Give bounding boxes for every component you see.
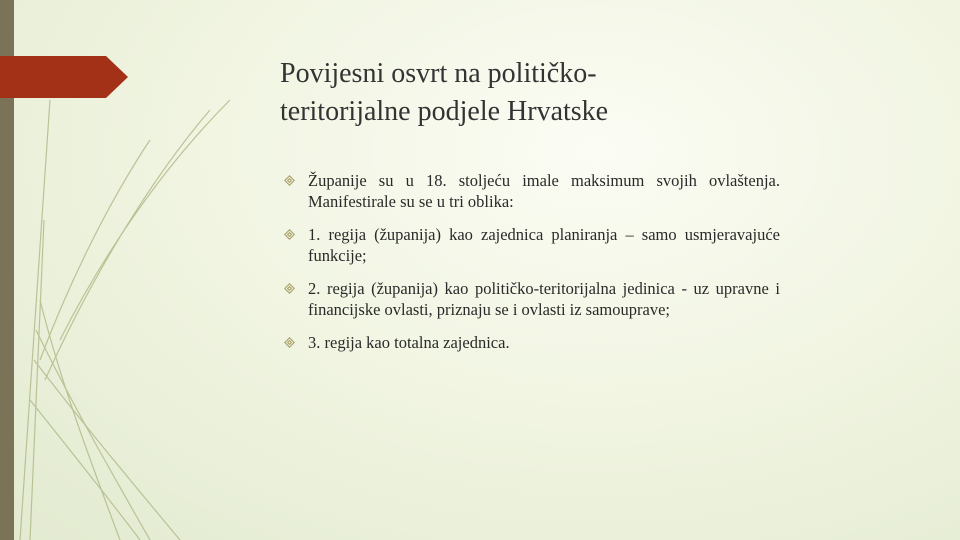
slide-title	[280, 55, 800, 131]
bullet-text: 3. regija kao totalna zajednica.	[308, 333, 510, 352]
diamond-outline-icon	[284, 283, 295, 294]
title-accent-tab	[0, 56, 128, 98]
diamond-outline-icon	[284, 175, 295, 186]
bullet-item-3	[284, 278, 780, 320]
diamond-outline-icon	[284, 229, 295, 240]
bullet-text: 1. regija (županija) kao zajednica planiranja – samo usmjeravajuće funkcije;	[308, 225, 780, 265]
bullet-item-2	[284, 224, 780, 266]
bullet-list	[284, 170, 780, 365]
title-line-2: teritorijalne podjele Hrvatske	[280, 96, 609, 127]
bullet-text: Županije su u 18. stoljeću imale maksimum svojih ovlaštenja. Manifestirale su se u tri oblika:	[308, 171, 780, 211]
bullet-item-4	[284, 332, 780, 353]
bullet-text: 2. regija (županija) kao političko-teritorijalna jedinica - uz upravne i financijske ovlasti, priznaju se i ovlasti iz samouprave;	[308, 279, 780, 319]
diamond-outline-icon	[284, 337, 295, 348]
bullet-item-1	[284, 170, 780, 212]
title-line-1: Povijesni osvrt na političko-	[280, 58, 597, 89]
